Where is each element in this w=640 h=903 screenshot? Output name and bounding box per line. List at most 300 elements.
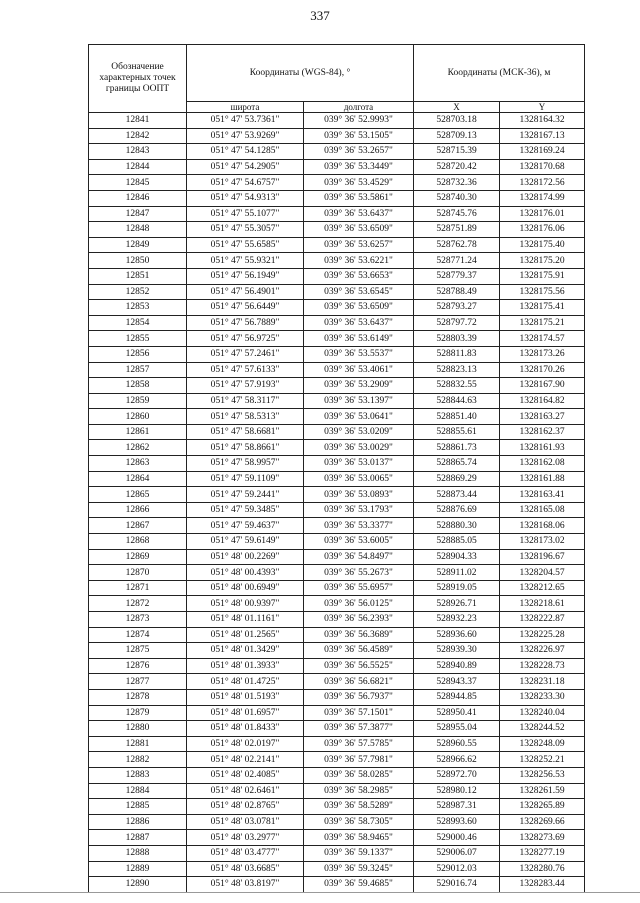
latitude-cell: 051° 47' 56.7889" — [187, 315, 304, 331]
y-cell: 1328265.89 — [500, 799, 585, 815]
point-id-cell: 12853 — [89, 300, 187, 316]
point-id-cell: 12858 — [89, 378, 187, 394]
y-cell: 1328175.91 — [500, 268, 585, 284]
latitude-cell: 051° 48' 00.4393" — [187, 565, 304, 581]
table-row — [89, 284, 585, 300]
x-cell: 528904.33 — [414, 549, 500, 565]
point-id-cell: 12860 — [89, 409, 187, 425]
latitude-cell: 051° 48' 01.6957" — [187, 705, 304, 721]
point-id-cell: 12848 — [89, 222, 187, 238]
y-cell: 1328204.57 — [500, 565, 585, 581]
y-cell: 1328222.87 — [500, 612, 585, 628]
table-row — [89, 190, 585, 206]
point-id-cell: 12865 — [89, 487, 187, 503]
latitude-cell: 051° 48' 03.0781" — [187, 814, 304, 830]
y-cell: 1328164.32 — [500, 113, 585, 129]
y-cell: 1328175.21 — [500, 315, 585, 331]
longitude-cell: 039° 36' 53.2657" — [304, 144, 414, 160]
latitude-cell: 051° 48' 03.8197" — [187, 877, 304, 893]
y-cell: 1328218.61 — [500, 596, 585, 612]
y-cell: 1328168.06 — [500, 518, 585, 534]
latitude-cell: 051° 47' 59.2441" — [187, 487, 304, 503]
y-cell: 1328252.21 — [500, 752, 585, 768]
x-cell: 528939.30 — [414, 643, 500, 659]
longitude-cell: 039° 36' 53.3377" — [304, 518, 414, 534]
longitude-cell: 039° 36' 59.4685" — [304, 877, 414, 893]
table-row — [89, 175, 585, 191]
x-cell: 528876.69 — [414, 502, 500, 518]
latitude-cell: 051° 47' 59.1109" — [187, 471, 304, 487]
msk-header: Координаты (МСК-36), м — [414, 45, 585, 102]
longitude-cell: 039° 36' 53.4529" — [304, 175, 414, 191]
point-id-cell: 12875 — [89, 643, 187, 659]
table-row — [89, 814, 585, 830]
table-row — [89, 705, 585, 721]
latitude-cell: 051° 47' 56.4901" — [187, 284, 304, 300]
table-row — [89, 549, 585, 565]
table-row — [89, 502, 585, 518]
x-cell: 528993.60 — [414, 814, 500, 830]
longitude-cell: 039° 36' 53.6257" — [304, 237, 414, 253]
longitude-cell: 039° 36' 59.3245" — [304, 861, 414, 877]
y-cell: 1328175.41 — [500, 300, 585, 316]
longitude-cell: 039° 36' 56.2393" — [304, 612, 414, 628]
coordinates-table — [88, 44, 585, 893]
y-cell: 1328174.57 — [500, 331, 585, 347]
point-id-cell: 12887 — [89, 830, 187, 846]
x-cell: 528811.83 — [414, 346, 500, 362]
x-cell: 528950.41 — [414, 705, 500, 721]
table-row — [89, 409, 585, 425]
latitude-cell: 051° 48' 00.9397" — [187, 596, 304, 612]
table-row — [89, 456, 585, 472]
longitude-cell: 039° 36' 53.5537" — [304, 346, 414, 362]
y-cell: 1328248.09 — [500, 736, 585, 752]
x-cell: 528823.13 — [414, 362, 500, 378]
y-cell: 1328163.27 — [500, 409, 585, 425]
table-row — [89, 861, 585, 877]
page-number: 337 — [310, 8, 330, 23]
point-id-cell: 12881 — [89, 736, 187, 752]
x-cell: 528855.61 — [414, 424, 500, 440]
point-id-cell: 12889 — [89, 861, 187, 877]
x-cell: 528788.49 — [414, 284, 500, 300]
y-cell: 1328167.90 — [500, 378, 585, 394]
page-bottom-divider — [0, 892, 640, 893]
table-row — [89, 830, 585, 846]
longitude-cell: 039° 36' 56.4589" — [304, 643, 414, 659]
point-id-cell: 12864 — [89, 471, 187, 487]
longitude-cell: 039° 36' 53.6221" — [304, 253, 414, 269]
point-id-cell: 12882 — [89, 752, 187, 768]
longitude-cell: 039° 36' 58.0285" — [304, 767, 414, 783]
table-body — [89, 113, 585, 893]
y-cell: 1328173.26 — [500, 346, 585, 362]
latitude-cell: 051° 48' 00.6949" — [187, 580, 304, 596]
longitude-cell: 039° 36' 53.4061" — [304, 362, 414, 378]
latitude-cell: 051° 47' 59.3485" — [187, 502, 304, 518]
latitude-cell: 051° 48' 01.4725" — [187, 674, 304, 690]
table-row — [89, 783, 585, 799]
x-cell: 528861.73 — [414, 440, 500, 456]
table-row — [89, 237, 585, 253]
table-row — [89, 253, 585, 269]
table-row — [89, 487, 585, 503]
y-cell: 1328161.88 — [500, 471, 585, 487]
table-row — [89, 752, 585, 768]
latitude-cell: 051° 47' 58.6681" — [187, 424, 304, 440]
x-cell: 528709.13 — [414, 128, 500, 144]
y-cell: 1328170.68 — [500, 159, 585, 175]
point-id-cell: 12861 — [89, 424, 187, 440]
point-id-cell: 12890 — [89, 877, 187, 893]
longitude-cell: 039° 36' 53.3449" — [304, 159, 414, 175]
table-row — [89, 331, 585, 347]
table-row — [89, 767, 585, 783]
point-id-cell: 12862 — [89, 440, 187, 456]
latitude-cell: 051° 47' 57.9193" — [187, 378, 304, 394]
y-cell: 1328231.18 — [500, 674, 585, 690]
longitude-cell: 039° 36' 59.1337" — [304, 845, 414, 861]
y-cell: 1328244.52 — [500, 721, 585, 737]
latitude-cell: 051° 47' 55.3057" — [187, 222, 304, 238]
longitude-cell: 039° 36' 56.7937" — [304, 689, 414, 705]
table-row — [89, 144, 585, 160]
point-id-cell: 12888 — [89, 845, 187, 861]
latitude-cell: 051° 48' 03.2977" — [187, 830, 304, 846]
latitude-cell: 051° 48' 02.6461" — [187, 783, 304, 799]
longitude-cell: 039° 36' 56.5525" — [304, 658, 414, 674]
point-id-cell: 12871 — [89, 580, 187, 596]
x-cell: 528832.55 — [414, 378, 500, 394]
table-row — [89, 612, 585, 628]
x-cell: 529016.74 — [414, 877, 500, 893]
x-cell: 528944.85 — [414, 689, 500, 705]
y-cell: 1328226.97 — [500, 643, 585, 659]
y-cell: 1328225.28 — [500, 627, 585, 643]
table-row — [89, 580, 585, 596]
longitude-header: долгота — [304, 102, 414, 113]
y-cell: 1328161.93 — [500, 440, 585, 456]
y-cell: 1328170.26 — [500, 362, 585, 378]
longitude-cell: 039° 36' 57.5785" — [304, 736, 414, 752]
longitude-cell: 039° 36' 53.6509" — [304, 300, 414, 316]
x-cell: 528751.89 — [414, 222, 500, 238]
y-cell: 1328269.66 — [500, 814, 585, 830]
table-row — [89, 689, 585, 705]
longitude-cell: 039° 36' 55.6957" — [304, 580, 414, 596]
point-id-cell: 12886 — [89, 814, 187, 830]
longitude-cell: 039° 36' 53.0641" — [304, 409, 414, 425]
y-cell: 1328273.69 — [500, 830, 585, 846]
x-cell: 528762.78 — [414, 237, 500, 253]
x-cell: 528943.37 — [414, 674, 500, 690]
table-row — [89, 674, 585, 690]
table-row — [89, 268, 585, 284]
latitude-cell: 051° 47' 53.7361" — [187, 113, 304, 129]
point-id-cell: 12880 — [89, 721, 187, 737]
latitude-header: широта — [187, 102, 304, 113]
x-cell: 529006.07 — [414, 845, 500, 861]
longitude-cell: 039° 36' 57.3877" — [304, 721, 414, 737]
x-cell: 528960.55 — [414, 736, 500, 752]
x-cell: 528771.24 — [414, 253, 500, 269]
point-id-cell: 12872 — [89, 596, 187, 612]
longitude-cell: 039° 36' 53.6653" — [304, 268, 414, 284]
point-id-cell: 12845 — [89, 175, 187, 191]
x-cell: 528851.40 — [414, 409, 500, 425]
longitude-cell: 039° 36' 53.2909" — [304, 378, 414, 394]
longitude-cell: 039° 36' 54.8497" — [304, 549, 414, 565]
y-cell: 1328176.06 — [500, 222, 585, 238]
y-cell: 1328163.41 — [500, 487, 585, 503]
x-cell: 528865.74 — [414, 456, 500, 472]
latitude-cell: 051° 47' 56.6449" — [187, 300, 304, 316]
y-cell: 1328164.82 — [500, 393, 585, 409]
x-cell: 528732.36 — [414, 175, 500, 191]
table-row — [89, 596, 585, 612]
latitude-cell: 051° 48' 02.4085" — [187, 767, 304, 783]
latitude-cell: 051° 47' 55.9321" — [187, 253, 304, 269]
y-cell: 1328280.76 — [500, 861, 585, 877]
y-cell: 1328174.99 — [500, 190, 585, 206]
x-cell: 528720.42 — [414, 159, 500, 175]
x-cell: 528779.37 — [414, 268, 500, 284]
longitude-cell: 039° 36' 53.1793" — [304, 502, 414, 518]
point-id-cell: 12843 — [89, 144, 187, 160]
latitude-cell: 051° 47' 59.4637" — [187, 518, 304, 534]
table-row — [89, 534, 585, 550]
table-row — [89, 206, 585, 222]
y-cell: 1328169.24 — [500, 144, 585, 160]
latitude-cell: 051° 48' 01.1161" — [187, 612, 304, 628]
x-cell: 528873.44 — [414, 487, 500, 503]
table-row — [89, 845, 585, 861]
point-id-cell: 12854 — [89, 315, 187, 331]
longitude-cell: 039° 36' 58.2985" — [304, 783, 414, 799]
latitude-cell: 051° 48' 01.3933" — [187, 658, 304, 674]
point-id-cell: 12877 — [89, 674, 187, 690]
longitude-cell: 039° 36' 53.0893" — [304, 487, 414, 503]
point-id-cell: 12841 — [89, 113, 187, 129]
x-cell: 528966.62 — [414, 752, 500, 768]
table-row — [89, 222, 585, 238]
x-cell: 528987.31 — [414, 799, 500, 815]
latitude-cell: 051° 47' 57.6133" — [187, 362, 304, 378]
longitude-cell: 039° 36' 58.9465" — [304, 830, 414, 846]
table-row — [89, 346, 585, 362]
latitude-cell: 051° 48' 03.6685" — [187, 861, 304, 877]
x-cell: 528703.18 — [414, 113, 500, 129]
point-id-cell: 12867 — [89, 518, 187, 534]
y-cell: 1328196.67 — [500, 549, 585, 565]
point-id-cell: 12842 — [89, 128, 187, 144]
longitude-cell: 039° 36' 53.6545" — [304, 284, 414, 300]
longitude-cell: 039° 36' 53.6005" — [304, 534, 414, 550]
latitude-cell: 051° 47' 58.3117" — [187, 393, 304, 409]
latitude-cell: 051° 47' 56.9725" — [187, 331, 304, 347]
point-id-cell: 12844 — [89, 159, 187, 175]
y-cell: 1328176.01 — [500, 206, 585, 222]
latitude-cell: 051° 47' 55.1077" — [187, 206, 304, 222]
latitude-cell: 051° 47' 57.2461" — [187, 346, 304, 362]
latitude-cell: 051° 48' 00.2269" — [187, 549, 304, 565]
point-id-cell: 12849 — [89, 237, 187, 253]
longitude-cell: 039° 36' 53.0137" — [304, 456, 414, 472]
latitude-cell: 051° 47' 56.1949" — [187, 268, 304, 284]
table-row — [89, 877, 585, 893]
x-cell: 528745.76 — [414, 206, 500, 222]
x-cell: 528844.63 — [414, 393, 500, 409]
x-cell: 528972.70 — [414, 767, 500, 783]
y-header: Y — [500, 102, 585, 113]
x-cell: 529000.46 — [414, 830, 500, 846]
longitude-cell: 039° 36' 53.6509" — [304, 222, 414, 238]
latitude-cell: 051° 47' 58.9957" — [187, 456, 304, 472]
y-cell: 1328165.08 — [500, 502, 585, 518]
wgs-header: Координаты (WGS-84), ° — [187, 45, 414, 102]
point-id-cell: 12870 — [89, 565, 187, 581]
latitude-cell: 051° 48' 02.0197" — [187, 736, 304, 752]
latitude-cell: 051° 47' 54.9313" — [187, 190, 304, 206]
longitude-cell: 039° 36' 53.1505" — [304, 128, 414, 144]
longitude-cell: 039° 36' 56.0125" — [304, 596, 414, 612]
table-row — [89, 627, 585, 643]
longitude-cell: 039° 36' 53.0065" — [304, 471, 414, 487]
longitude-cell: 039° 36' 57.1501" — [304, 705, 414, 721]
table-row — [89, 643, 585, 659]
point-id-cell: 12878 — [89, 689, 187, 705]
latitude-cell: 051° 48' 01.2565" — [187, 627, 304, 643]
y-cell: 1328212.65 — [500, 580, 585, 596]
x-cell: 528715.39 — [414, 144, 500, 160]
y-cell: 1328172.56 — [500, 175, 585, 191]
table-row — [89, 362, 585, 378]
x-cell: 528955.04 — [414, 721, 500, 737]
latitude-cell: 051° 47' 54.6757" — [187, 175, 304, 191]
y-cell: 1328175.56 — [500, 284, 585, 300]
x-cell: 529012.03 — [414, 861, 500, 877]
latitude-cell: 051° 47' 53.9269" — [187, 128, 304, 144]
x-cell: 528940.89 — [414, 658, 500, 674]
latitude-cell: 051° 47' 58.8661" — [187, 440, 304, 456]
table-row — [89, 393, 585, 409]
x-header: X — [414, 102, 500, 113]
y-cell: 1328167.13 — [500, 128, 585, 144]
longitude-cell: 039° 36' 58.7305" — [304, 814, 414, 830]
x-cell: 528885.05 — [414, 534, 500, 550]
point-id-cell: 12851 — [89, 268, 187, 284]
latitude-cell: 051° 48' 01.3429" — [187, 643, 304, 659]
point-id-cell: 12868 — [89, 534, 187, 550]
longitude-cell: 039° 36' 58.5289" — [304, 799, 414, 815]
x-cell: 528911.02 — [414, 565, 500, 581]
point-id-cell: 12856 — [89, 346, 187, 362]
point-id-cell: 12859 — [89, 393, 187, 409]
point-id-cell: 12874 — [89, 627, 187, 643]
x-cell: 528803.39 — [414, 331, 500, 347]
point-id-cell: 12869 — [89, 549, 187, 565]
table-row — [89, 721, 585, 737]
x-cell: 528919.05 — [414, 580, 500, 596]
table-row — [89, 424, 585, 440]
x-cell: 528980.12 — [414, 783, 500, 799]
y-cell: 1328173.02 — [500, 534, 585, 550]
latitude-cell: 051° 48' 02.2141" — [187, 752, 304, 768]
table-row — [89, 113, 585, 129]
latitude-cell: 051° 47' 55.6585" — [187, 237, 304, 253]
table-row — [89, 471, 585, 487]
latitude-cell: 051° 47' 58.5313" — [187, 409, 304, 425]
longitude-cell: 039° 36' 56.3689" — [304, 627, 414, 643]
point-id-cell: 12863 — [89, 456, 187, 472]
y-cell: 1328261.59 — [500, 783, 585, 799]
table-row — [89, 518, 585, 534]
point-id-cell: 12857 — [89, 362, 187, 378]
latitude-cell: 051° 47' 59.6149" — [187, 534, 304, 550]
table-row — [89, 565, 585, 581]
y-cell: 1328175.20 — [500, 253, 585, 269]
y-cell: 1328162.08 — [500, 456, 585, 472]
point-id-cell: 12884 — [89, 783, 187, 799]
longitude-cell: 039° 36' 53.1397" — [304, 393, 414, 409]
latitude-cell: 051° 48' 01.5193" — [187, 689, 304, 705]
point-id-cell: 12885 — [89, 799, 187, 815]
point-id-cell: 12873 — [89, 612, 187, 628]
table-row — [89, 159, 585, 175]
longitude-cell: 039° 36' 53.6437" — [304, 206, 414, 222]
latitude-cell: 051° 47' 54.1285" — [187, 144, 304, 160]
x-cell: 528740.30 — [414, 190, 500, 206]
x-cell: 528936.60 — [414, 627, 500, 643]
x-cell: 528932.23 — [414, 612, 500, 628]
y-cell: 1328228.73 — [500, 658, 585, 674]
longitude-cell: 039° 36' 53.0209" — [304, 424, 414, 440]
latitude-cell: 051° 48' 03.4777" — [187, 845, 304, 861]
table-row — [89, 736, 585, 752]
y-cell: 1328162.37 — [500, 424, 585, 440]
latitude-cell: 051° 48' 02.8765" — [187, 799, 304, 815]
table-row — [89, 300, 585, 316]
x-cell: 528880.30 — [414, 518, 500, 534]
point-id-cell: 12850 — [89, 253, 187, 269]
point-id-header: Обозначение характерных точек границы ООПТ — [89, 45, 187, 113]
longitude-cell: 039° 36' 55.2673" — [304, 565, 414, 581]
latitude-cell: 051° 47' 54.2905" — [187, 159, 304, 175]
x-cell: 528926.71 — [414, 596, 500, 612]
longitude-cell: 039° 36' 57.7981" — [304, 752, 414, 768]
latitude-cell: 051° 48' 01.8433" — [187, 721, 304, 737]
longitude-cell: 039° 36' 53.5861" — [304, 190, 414, 206]
x-cell: 528797.72 — [414, 315, 500, 331]
longitude-cell: 039° 36' 53.0029" — [304, 440, 414, 456]
longitude-cell: 039° 36' 56.6821" — [304, 674, 414, 690]
point-id-cell: 12883 — [89, 767, 187, 783]
point-id-cell: 12847 — [89, 206, 187, 222]
y-cell: 1328277.19 — [500, 845, 585, 861]
point-id-cell: 12855 — [89, 331, 187, 347]
point-id-cell: 12846 — [89, 190, 187, 206]
y-cell: 1328256.53 — [500, 767, 585, 783]
x-cell: 528869.29 — [414, 471, 500, 487]
y-cell: 1328240.04 — [500, 705, 585, 721]
longitude-cell: 039° 36' 52.9993" — [304, 113, 414, 129]
y-cell: 1328233.30 — [500, 689, 585, 705]
table-row — [89, 378, 585, 394]
point-id-cell: 12852 — [89, 284, 187, 300]
table-row — [89, 128, 585, 144]
point-id-cell: 12879 — [89, 705, 187, 721]
